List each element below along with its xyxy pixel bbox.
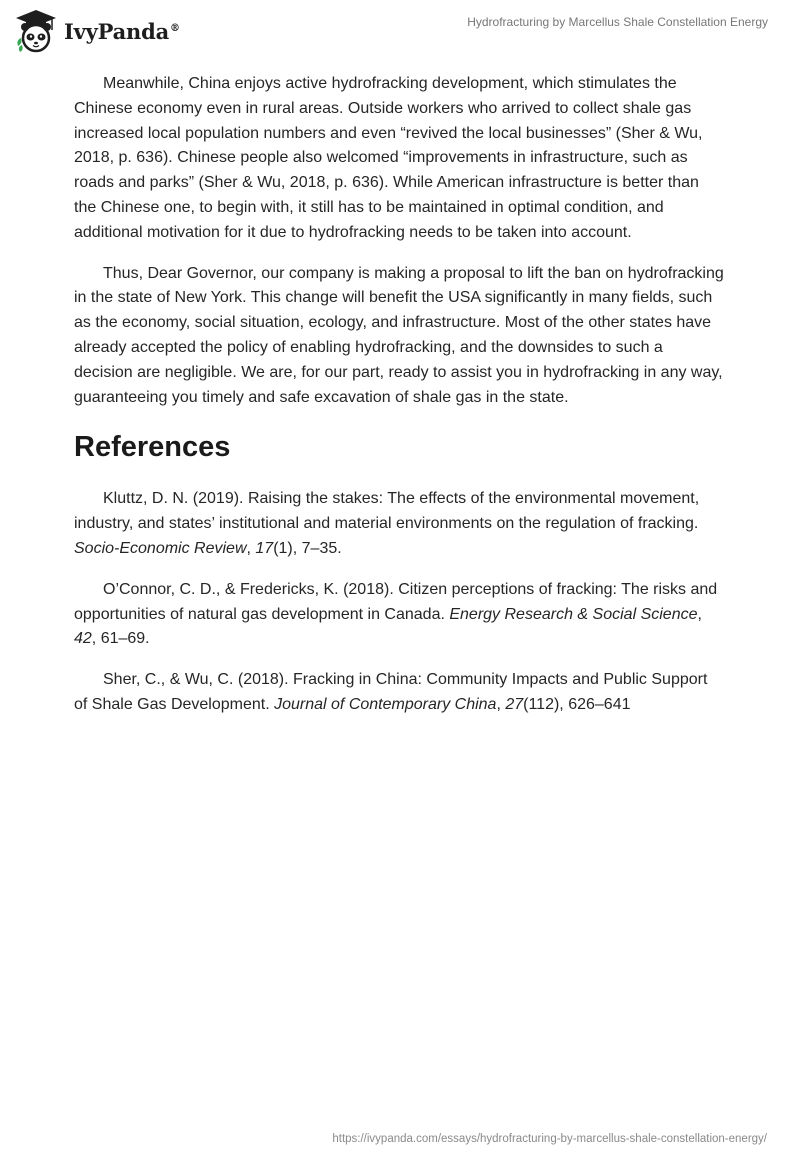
source-url[interactable]: https://ivypanda.com/essays/hydrofracturing-by-marcellus-shale-constellation-energy/ — [332, 1133, 767, 1145]
reference-entry: O’Connor, C. D., & Fredericks, K. (2018). Citizen perceptions of fracking: The risks and opportunities of natural gas development in Canada. Energy Research & Social Science, 42, 61–69. — [74, 580, 718, 648]
reference-entry: Kluttz, D. N. (2019). Raising the stakes: The effects of the environmental movement, industry, and states’ institutional and material environments on the regulation of fracking. Socio-Economic Review, 17(1), 7–35. — [74, 490, 700, 557]
page-header — [0, 0, 800, 60]
brand-name: IvyPanda® — [64, 18, 180, 44]
essay-content — [74, 72, 724, 734]
body-paragraph: Meanwhile, China enjoys active hydrofracking development, which stimulates the Chinese economy even in rural areas. Outside workers who arrived to collect shale gas increased local population numbers and even “revived the local businesses” (Sher & Wu, 2018, p. 636). Chinese people also welcomed “improvements in infrastructure, such as roads and parks” (Sher & Wu, 2018, p. 636). While American infrastructure is better than the Chinese one, to begin with, it still has to be maintained in optimal condition, and additional motivation for it due to hydrofracking needs to be taken into account. — [74, 75, 703, 241]
panda-graduate-icon — [14, 8, 58, 54]
body-paragraph: Thus, Dear Governor, our company is making a proposal to lift the ban on hydrofracking in the state of New York. This change will benefit the USA significantly in many fields, such as the economy, social situation, ecology, and infrastructure. Most of the other states have already accepted the policy of enabling hydrofracking, and the downsides to such a decision are negligible. We are, for our part, ready to assist you in hydrofracking in any way, guaranteeing you timely and safe excavation of shale gas in the state. — [74, 264, 724, 406]
running-title: Hydrofracturing by Marcellus Shale Constellation Energy — [467, 15, 768, 29]
reference-entry: Sher, C., & Wu, C. (2018). Fracking in China: Community Impacts and Public Support of Shale Gas Development. Journal of Contemporary China, 27(112), 626–641 — [74, 671, 708, 713]
ivypanda-logo[interactable] — [14, 8, 180, 54]
references-heading: References — [74, 431, 231, 464]
